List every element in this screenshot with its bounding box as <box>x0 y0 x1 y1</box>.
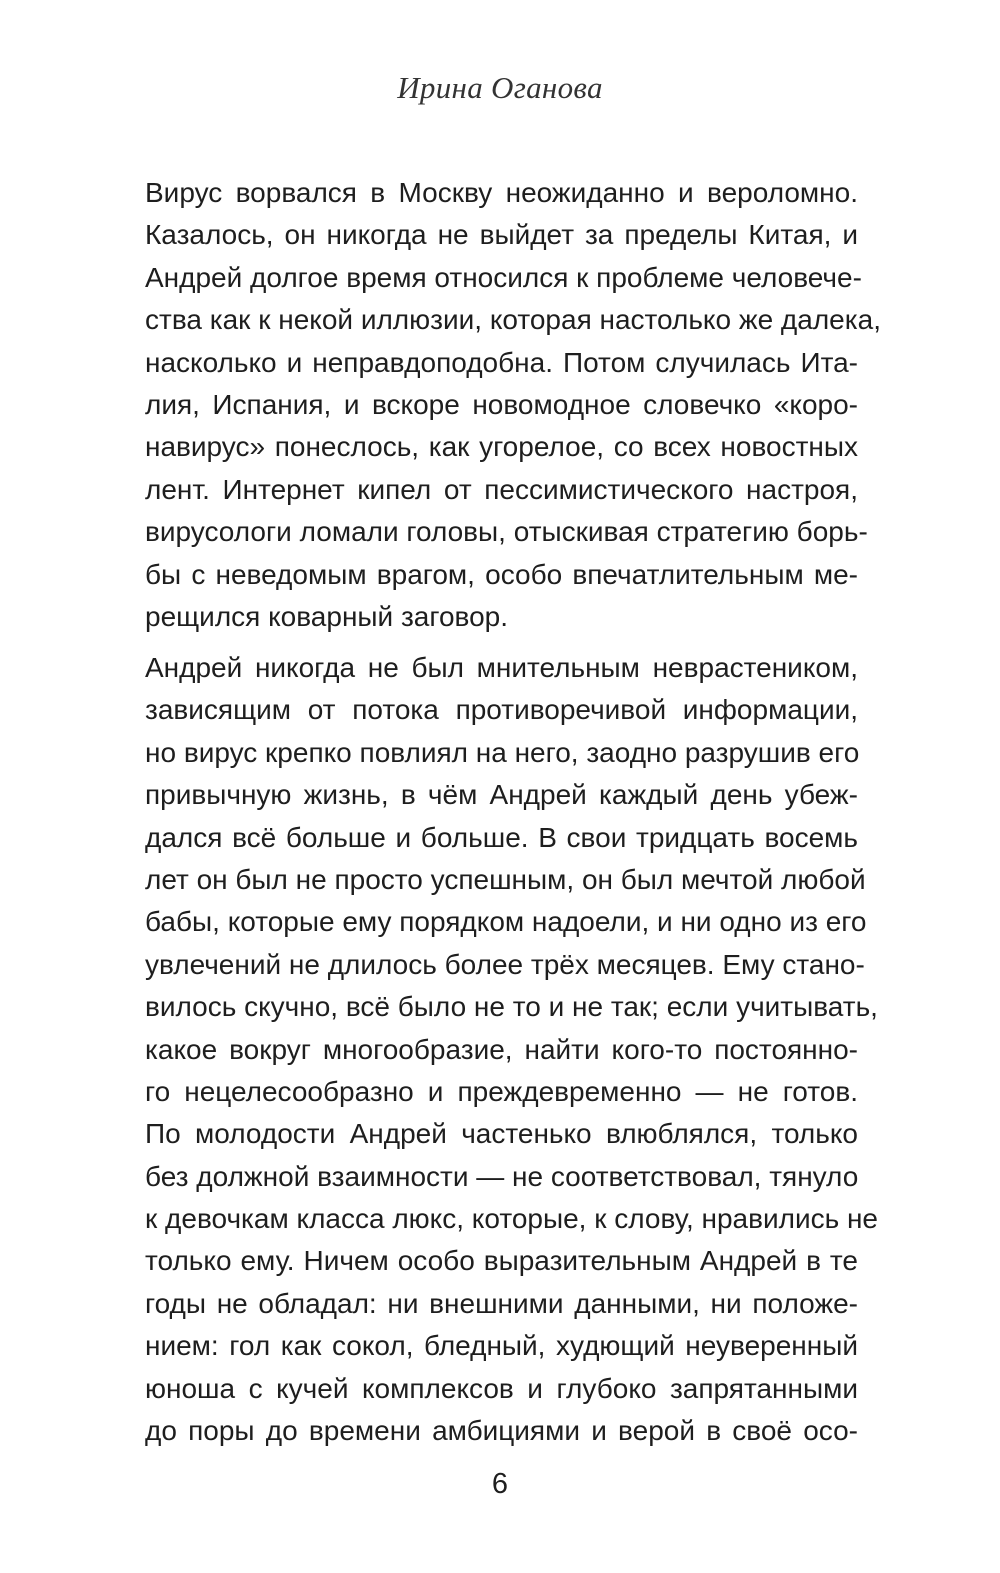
text-line: до поры до времени амбициями и верой в своё осо- <box>145 1415 858 1447</box>
text-line: вирусологи ломали головы, отыскивая стратегию борь- <box>145 516 868 548</box>
text-line: Казалось, он никогда не выйдет за пределы Китая, и <box>145 219 858 251</box>
text-line: привычную жизнь, в чём Андрей каждый день убеж- <box>145 779 858 811</box>
page-number: 6 <box>491 1468 509 1500</box>
text-line: лент. Интернет кипел от пессимистического настроя, <box>145 473 858 505</box>
text-line: юноша с кучей комплексов и глубоко запрятанными <box>145 1372 858 1404</box>
text-line: лет он был не просто успешным, он был мечтой любой <box>145 863 866 895</box>
text-line: какое вокруг многообразие, найти кого-то постоянно- <box>145 1033 858 1065</box>
text-line: зависящим от потока противоречивой информации, <box>145 694 858 726</box>
text-line: годы не обладал: ни внешними данными, ни положе- <box>145 1287 858 1319</box>
paragraph <box>145 647 879 1452</box>
text-line: насколько и неправдоподобна. Потом случилась Ита- <box>145 346 858 378</box>
text-line: нием: гол как сокол, бледный, худющий неуверенный <box>145 1330 858 1362</box>
text-line: увлечений не длилось более трёх месяцев. Ему стано- <box>145 948 865 980</box>
text-line: бы с неведомым врагом, особо впечатлительным ме- <box>145 558 858 590</box>
text-line: без должной взаимности — не соответствовал, тянуло <box>145 1160 859 1192</box>
paragraph <box>145 172 881 638</box>
text-line: По молодости Андрей частенько влюблялся, только <box>145 1118 858 1150</box>
text-line: бабы, которые ему порядком надоели, и ни одно из его <box>145 906 867 938</box>
text-line: го нецелесообразно и преждевременно — не готов. <box>145 1075 858 1107</box>
running-head: Ирина Оганова <box>397 70 603 105</box>
text-line: навирус» понеслось, как угорелое, со всех новостных <box>145 431 858 463</box>
text-line: рещился коварный заговор. <box>145 600 509 632</box>
text-line: дался всё больше и больше. В свои тридцать восемь <box>145 821 858 853</box>
text-line: лия, Испания, и вскоре новомодное словечко «коро- <box>145 388 858 420</box>
text-line: но вирус крепко повлиял на него, заодно разрушив его <box>145 736 860 768</box>
text-line: только ему. Ничем особо выразительным Андрей в те <box>145 1245 858 1277</box>
text-line: Андрей долгое время относился к проблеме человече- <box>145 261 862 293</box>
text-line: Андрей никогда не был мнительным неврастеником, <box>145 652 858 683</box>
text-line: к девочкам класса люкс, которые, к слову, нравились не <box>145 1203 879 1235</box>
text-line: Вирус ворвался в Москву неожиданно и вероломно. <box>145 177 858 208</box>
text-line: вилось скучно, всё было не то и не так; если учитывать, <box>145 991 878 1023</box>
text-line: ства как к некой иллюзии, которая настолько же далека, <box>145 304 881 336</box>
